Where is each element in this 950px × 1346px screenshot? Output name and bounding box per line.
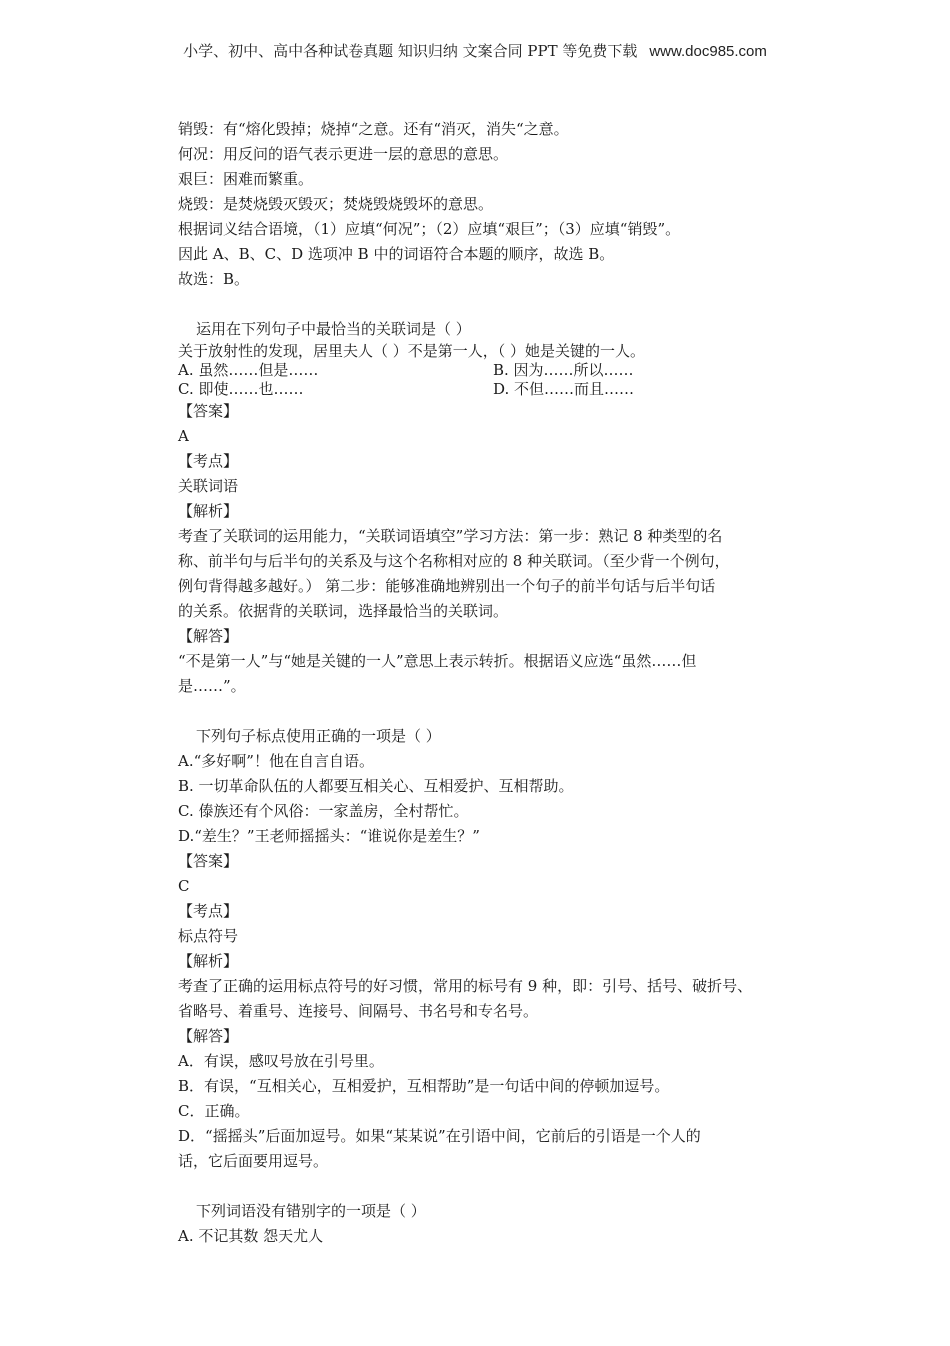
point-value: 关联词语 [178, 477, 239, 495]
option-c: C. 傣族还有个风俗：一家盖房，全村帮忙。 [178, 802, 469, 820]
options-row [178, 361, 818, 380]
answer-value: A [178, 427, 189, 445]
analysis-line: 省略号、着重号、连接号、间隔号、书名号和专名号。 [178, 1002, 539, 1020]
point-tag: 【考点】 [178, 902, 239, 920]
question-stem: 关于放射性的发现，居里夫人（ ）不是第一人，（ ）她是关键的一人。 [178, 342, 646, 360]
option-d: D.“差生？”王老师摇摇头：“谁说你是差生？” [178, 827, 480, 845]
option-a: A. 不记其数 怨天尤人 [178, 1227, 324, 1245]
option-b: B. 一切革命队伍的人都要互相关心、互相爱护、互相帮助。 [178, 777, 574, 795]
question-3 [178, 1199, 818, 1249]
header-url[interactable]: www.doc985.com [649, 43, 767, 60]
analysis-line: 称、前半句与后半句的关系及与这个名称相对应的 8 种关联词。（至少背一个例句， [178, 552, 730, 570]
analysis-line: 考查了关联词的运用能力，“关联词语填空”学习方法：第一步：熟记 8 种类型的名 [178, 527, 723, 545]
question-2 [178, 724, 818, 1174]
solution-line: D．“摇摇头”后面加逗号。如果“某某说”在引语中间，它前后的引语是一个人的 [178, 1127, 701, 1145]
option-a: A. 虽然……但是…… [178, 361, 319, 379]
options-row [178, 380, 818, 399]
solution-line: B．有误，“互相关心，互相爱护，互相帮助”是一句话中间的停顿加逗号。 [178, 1077, 670, 1095]
question-title: 运用在下列句子中最恰当的关联词是（ ） [196, 320, 471, 338]
analysis-line: 的关系。依据背的关联词，选择最恰当的关联词。 [178, 602, 509, 620]
header-text: 小学、初中、高中各种试卷真题 知识归纳 文案合同 PPT 等免费下载 [183, 42, 638, 60]
option-c: C. 即使……也…… [178, 380, 304, 398]
answer-value: C [178, 877, 190, 895]
question-title: 下列句子标点使用正确的一项是（ ） [196, 727, 441, 745]
option-b: B. 因为……所以…… [493, 361, 634, 379]
analysis-line: 销毁：有“熔化毁掉；烧掉“之意。还有“消灭，消失“之意。 [178, 120, 569, 138]
point-value: 标点符号 [178, 927, 239, 945]
analysis-tag: 【解析】 [178, 952, 239, 970]
solution-line: A．有误，感叹号放在引号里。 [178, 1052, 384, 1070]
answer-tag: 【答案】 [178, 402, 239, 420]
analysis-line: 例句背得越多越好。） 第二步：能够准确地辨别出一个句子的前半句话与后半句话 [178, 577, 716, 595]
solution-line: 话，它后面要用逗号。 [178, 1152, 329, 1170]
analysis-line: 何况：用反问的语气表示更进一层的意思的意思。 [178, 145, 509, 163]
page-header [0, 40, 950, 61]
analysis-line: 故选：B。 [178, 270, 250, 288]
point-tag: 【考点】 [178, 452, 239, 470]
question-1 [178, 317, 818, 699]
option-a: A.“多好啊”！他在自言自语。 [178, 752, 374, 770]
analysis-line: 艰巨：困难而繁重。 [178, 170, 314, 188]
analysis-tag: 【解析】 [178, 502, 239, 520]
solution-line: 是……”。 [178, 677, 246, 695]
previous-analysis [178, 117, 818, 292]
analysis-line: 因此 A、B、C、D 选项冲 B 中的词语符合本题的顺序，故选 B。 [178, 245, 615, 263]
solution-line: C．正确。 [178, 1102, 250, 1120]
question-title: 下列词语没有错别字的一项是（ ） [196, 1202, 426, 1220]
answer-tag: 【答案】 [178, 852, 239, 870]
analysis-line: 根据词义结合语境，（1）应填“何况”；（2）应填“艰巨”；（3）应填“销毁”。 [178, 220, 681, 238]
solution-tag: 【解答】 [178, 1027, 239, 1045]
solution-tag: 【解答】 [178, 627, 239, 645]
document-body [178, 117, 818, 1249]
analysis-line: 考查了正确的运用标点符号的好习惯，常用的标号有 9 种，即：引号、括号、破折号、 [178, 977, 753, 995]
analysis-line: 烧毁：是焚烧毁灭毁灭；焚烧毁烧毁坏的意思。 [178, 195, 494, 213]
solution-line: “不是第一人”与“她是关键的一人”意思上表示转折。根据语义应选“虽然……但 [178, 652, 697, 670]
option-d: D. 不但……而且…… [493, 380, 635, 398]
